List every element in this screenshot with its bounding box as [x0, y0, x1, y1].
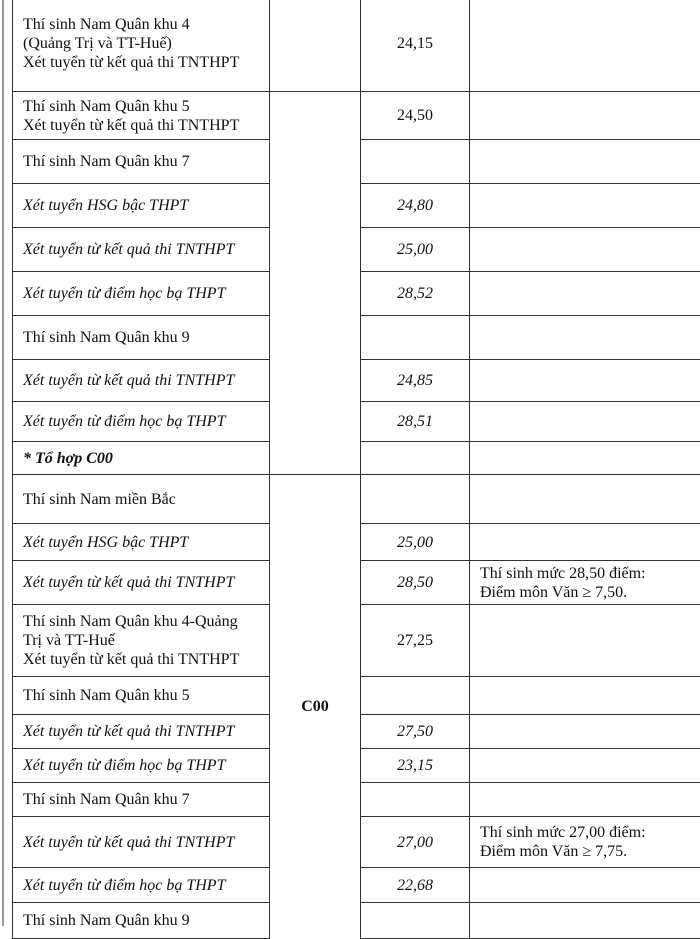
note-cell — [470, 228, 700, 272]
candidate-cell: Xét tuyển từ kết quả thi TNTHPT — [13, 561, 270, 605]
note-cell — [470, 475, 700, 524]
note-cell — [470, 903, 700, 939]
score-cell: 24,85 — [361, 360, 470, 402]
note-cell — [470, 749, 700, 783]
table-row — [13, 360, 700, 402]
score-cell: 25,00 — [361, 228, 470, 272]
candidate-cell: Thí sinh Nam Quân khu 7 — [13, 140, 270, 184]
candidate-cell: Thí sinh Nam Quân khu 9 — [13, 316, 270, 360]
table-row — [13, 402, 700, 442]
candidate-line: Trị và TT-Huế — [23, 631, 259, 650]
combo-cell — [270, 0, 361, 92]
candidate-cell: Xét tuyển từ kết quả thi TNTHPT — [13, 228, 270, 272]
candidate-cell: Thí sinh Nam Quân khu 9 — [13, 903, 270, 939]
table-row — [13, 184, 700, 228]
score-cell: 27,25 — [361, 605, 470, 677]
score-cell: 24,80 — [361, 184, 470, 228]
table-row — [13, 228, 700, 272]
score-cell: 27,00 — [361, 817, 470, 868]
candidate-line: Xét tuyển từ kết quả thi TNTHPT — [23, 53, 259, 72]
note-cell — [470, 272, 700, 316]
note-line: Điểm môn Văn ≥ 7,50. — [480, 583, 700, 602]
note-line: Thí sinh mức 28,50 điểm: — [480, 564, 700, 583]
score-cell: 27,50 — [361, 715, 470, 749]
note-cell — [470, 605, 700, 677]
candidate-cell: Xét tuyển từ điểm học bạ THPT — [13, 402, 270, 442]
note-cell — [470, 316, 700, 360]
combo-cell — [270, 442, 361, 475]
note-cell — [470, 524, 700, 561]
combo-code-cell: C00 — [270, 475, 361, 939]
candidate-cell — [13, 92, 270, 140]
note-line: Thí sinh mức 27,00 điểm: — [480, 823, 700, 842]
candidate-cell: Xét tuyển từ điểm học bạ THPT — [13, 868, 270, 903]
candidate-cell: Xét tuyển từ điểm học bạ THPT — [13, 272, 270, 316]
score-cell — [361, 677, 470, 715]
candidate-line: (Quảng Trị và TT-Huế) — [23, 34, 259, 53]
score-cell: 22,68 — [361, 868, 470, 903]
score-cell — [361, 475, 470, 524]
table-row — [13, 0, 700, 92]
admission-score-table — [12, 0, 700, 939]
note-cell — [470, 715, 700, 749]
note-cell — [470, 360, 700, 402]
candidate-cell: Xét tuyển HSG bậc THPT — [13, 524, 270, 561]
combo-cell — [270, 316, 361, 360]
score-cell: 24,15 — [361, 0, 470, 92]
score-cell — [361, 140, 470, 184]
score-cell: 28,50 — [361, 561, 470, 605]
candidate-line: Thí sinh Nam Quân khu 5 — [23, 97, 259, 116]
note-cell — [470, 92, 700, 140]
note-cell — [470, 402, 700, 442]
note-cell — [470, 442, 700, 475]
candidate-line: Thí sinh Nam Quân khu 4-Quảng — [23, 612, 259, 631]
candidate-line: Thí sinh Nam Quân khu 4 — [23, 15, 259, 34]
score-cell — [361, 783, 470, 817]
score-cell: 23,15 — [361, 749, 470, 783]
note-cell — [470, 817, 700, 868]
combo-cell — [270, 402, 361, 442]
table-row — [13, 272, 700, 316]
table-row — [13, 475, 700, 524]
candidate-cell: Xét tuyển từ điểm học bạ THPT — [13, 749, 270, 783]
page-left-edge — [2, 0, 4, 926]
note-cell — [470, 184, 700, 228]
score-cell: 28,52 — [361, 272, 470, 316]
candidate-line: Xét tuyển từ kết quả thi TNTHPT — [23, 650, 259, 669]
candidate-cell: Thí sinh Nam Quân khu 7 — [13, 783, 270, 817]
note-cell — [470, 0, 700, 92]
candidate-cell: Xét tuyển từ kết quả thi TNTHPT — [13, 715, 270, 749]
candidate-cell — [13, 0, 270, 92]
score-cell — [361, 903, 470, 939]
candidate-cell: Xét tuyển từ kết quả thi TNTHPT — [13, 817, 270, 868]
candidate-cell: Xét tuyển từ kết quả thi TNTHPT — [13, 360, 270, 402]
score-cell — [361, 442, 470, 475]
table-row — [13, 92, 700, 140]
score-cell: 24,50 — [361, 92, 470, 140]
candidate-cell: Thí sinh Nam Quân khu 5 — [13, 677, 270, 715]
section-header-row — [13, 442, 700, 475]
candidate-cell: Xét tuyển HSG bậc THPT — [13, 184, 270, 228]
note-cell — [470, 140, 700, 184]
combo-cell — [270, 184, 361, 228]
combo-cell — [270, 92, 361, 140]
note-cell — [470, 677, 700, 715]
table-row — [13, 140, 700, 184]
table-row — [13, 316, 700, 360]
combo-cell — [270, 140, 361, 184]
combo-cell — [270, 272, 361, 316]
candidate-cell: Thí sinh Nam miền Bắc — [13, 475, 270, 524]
note-cell — [470, 868, 700, 903]
candidate-line: Xét tuyển từ kết quả thi TNTHPT — [23, 116, 259, 135]
note-cell — [470, 561, 700, 605]
section-title: * Tổ hợp C00 — [13, 442, 270, 475]
score-cell — [361, 316, 470, 360]
combo-cell — [270, 228, 361, 272]
candidate-cell — [13, 605, 270, 677]
note-cell — [470, 783, 700, 817]
score-cell: 28,51 — [361, 402, 470, 442]
score-cell: 25,00 — [361, 524, 470, 561]
combo-cell — [270, 360, 361, 402]
note-line: Điểm môn Văn ≥ 7,75. — [480, 842, 700, 861]
